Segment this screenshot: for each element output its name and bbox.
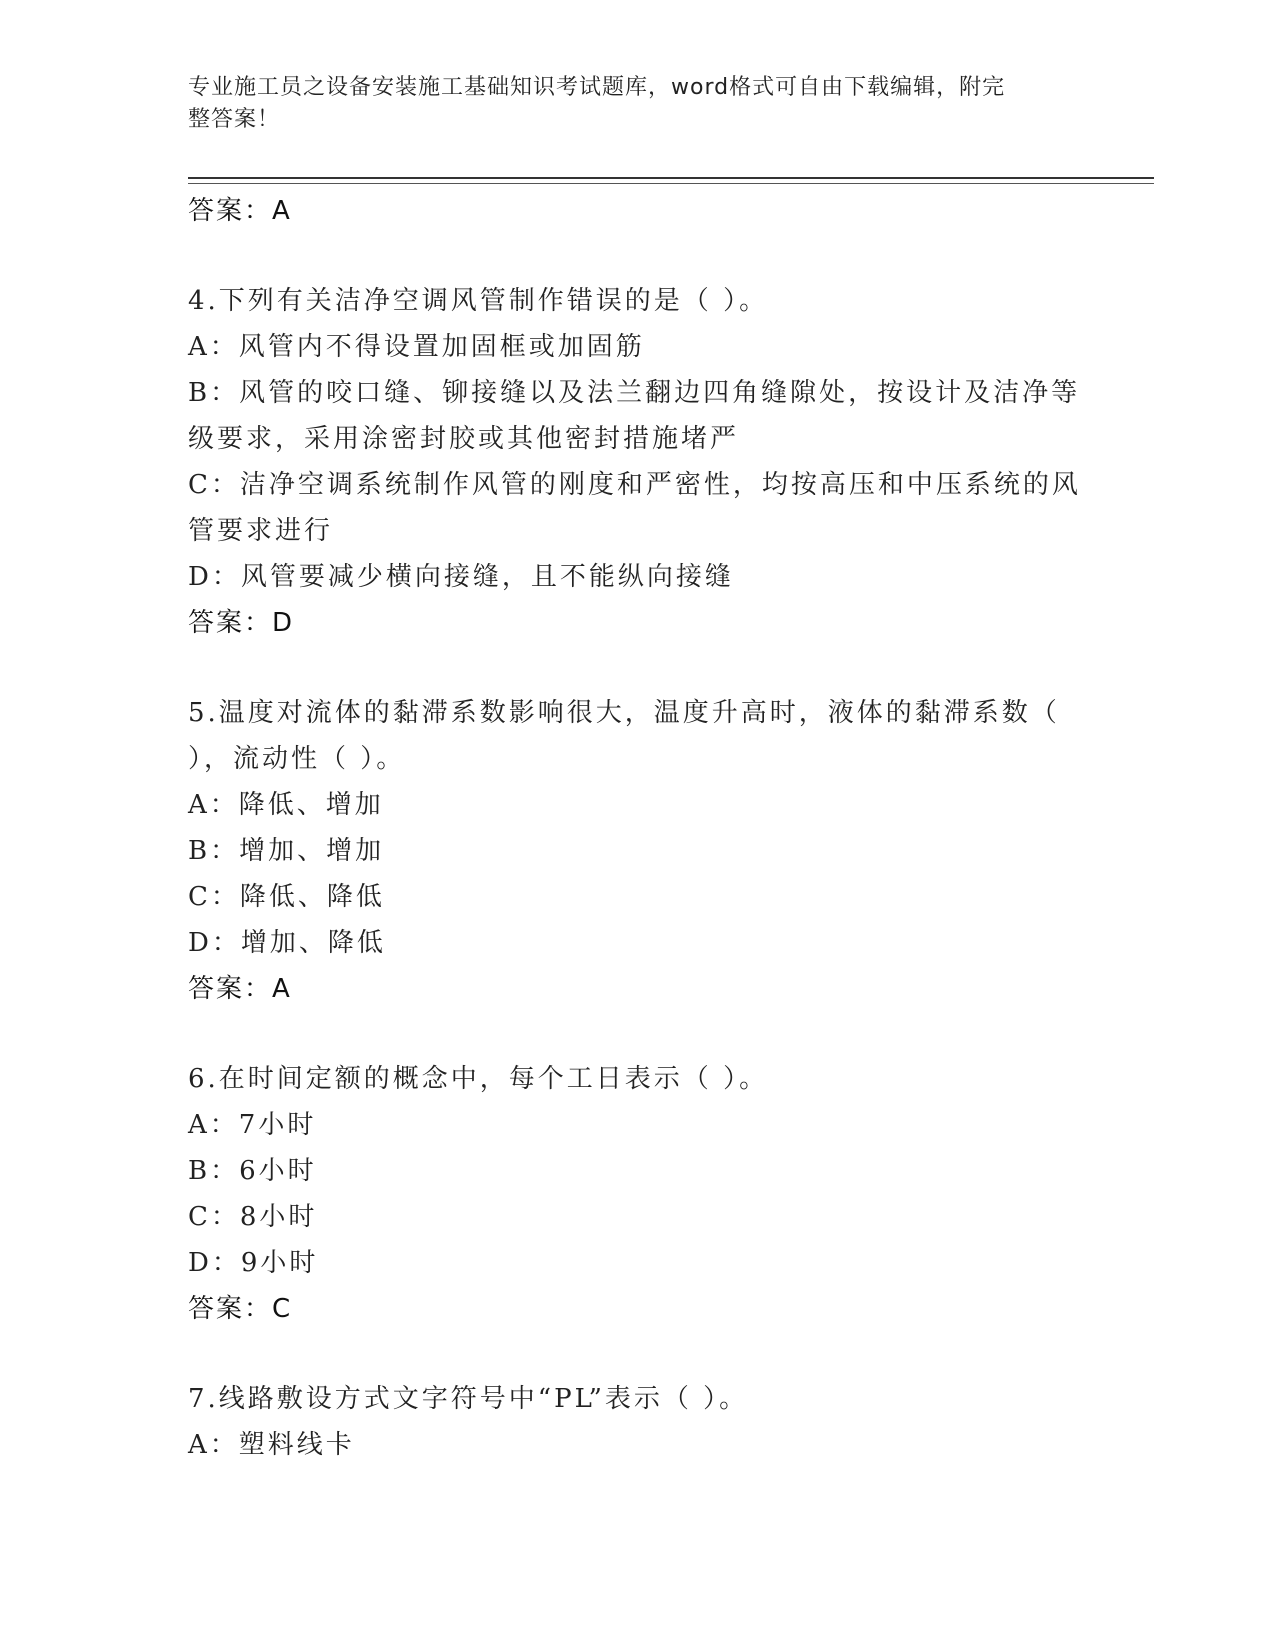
question-6-option-b: B：6小时 xyxy=(188,1156,317,1186)
question-5-answer: 答案：A xyxy=(188,974,292,1004)
question-4-option-b-line-2: 级要求，采用涂密封胶或其他密封措施堵严 xyxy=(188,424,740,454)
question-4-option-c-line-2: 管要求进行 xyxy=(188,516,334,546)
header-line-1: 专业施工员之设备安装施工基础知识考试题库，word格式可自由下载编辑，附完 xyxy=(188,75,1006,100)
question-6-stem: 6.在时间定额的概念中，每个工日表示（ ）。 xyxy=(188,1064,769,1094)
spacer xyxy=(188,234,1088,278)
question-5-option-a: A：降低、增加 xyxy=(188,790,384,820)
question-4-option-b-line-1: B：风管的咬口缝、铆接缝以及法兰翻边四角缝隙处，按设计及洁净等 xyxy=(188,378,1081,408)
question-5-option-b: B：增加、增加 xyxy=(188,836,385,866)
page-header xyxy=(188,72,1068,136)
question-5 xyxy=(188,690,1088,1012)
question-7-stem: 7.线路敷设方式文字符号中“PL”表示（ ）。 xyxy=(188,1384,749,1414)
question-5-stem-line-2: ），流动性（ ）。 xyxy=(188,744,406,774)
question-5-option-d: D：增加、降低 xyxy=(188,928,386,958)
answer-prev: 答案：A xyxy=(188,196,292,226)
question-4-stem: 4.下列有关洁净空调风管制作错误的是（ ）。 xyxy=(188,286,769,316)
question-4-answer: 答案：D xyxy=(188,608,295,638)
question-4 xyxy=(188,278,1088,646)
question-list xyxy=(188,188,1088,1468)
question-7-option-a: A：塑料线卡 xyxy=(188,1430,355,1460)
header-rule-thick xyxy=(188,177,1154,179)
spacer xyxy=(188,1332,1088,1376)
spacer xyxy=(188,1012,1088,1056)
question-6-answer: 答案：C xyxy=(188,1294,293,1324)
question-4-option-a: A：风管内不得设置加固框或加固筋 xyxy=(188,332,645,362)
spacer xyxy=(188,646,1088,690)
question-6-option-c: C：8小时 xyxy=(188,1202,318,1232)
question-7 xyxy=(188,1376,1088,1468)
question-4-option-c-line-1: C：洁净空调系统制作风管的刚度和严密性，均按高压和中压系统的风 xyxy=(188,470,1081,500)
question-6-option-a: A：7小时 xyxy=(188,1110,317,1140)
question-5-option-c: C：降低、降低 xyxy=(188,882,385,912)
question-6 xyxy=(188,1056,1088,1332)
header-line-2: 整答案！ xyxy=(188,107,281,132)
header-rule-thin xyxy=(188,183,1154,184)
question-4-option-d: D：风管要减少横向接缝，且不能纵向接缝 xyxy=(188,562,734,592)
question-5-stem-line-1: 5.温度对流体的黏滞系数影响很大，温度升高时，液体的黏滞系数（ xyxy=(188,698,1060,728)
question-6-option-d: D：9小时 xyxy=(188,1248,319,1278)
